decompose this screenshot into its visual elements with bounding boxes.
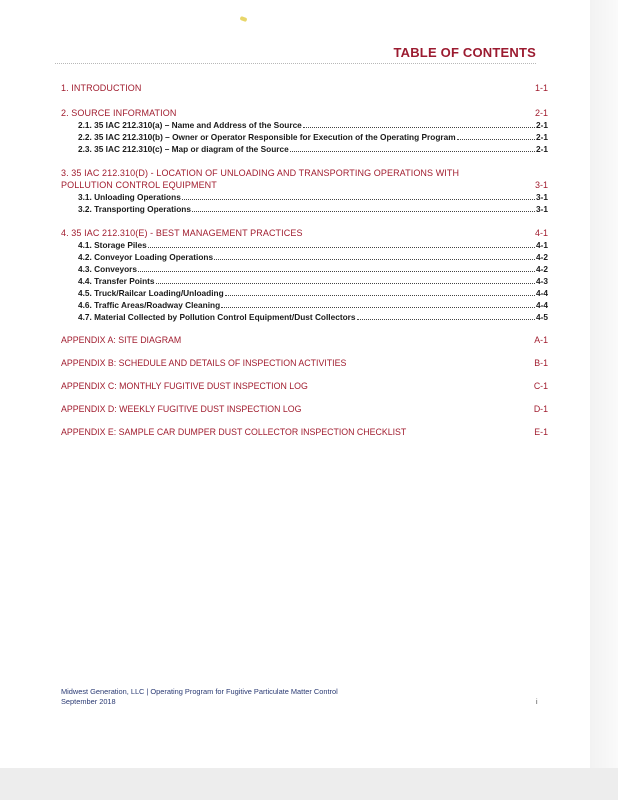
toc-entry-label: APPENDIX D: WEEKLY FUGITIVE DUST INSPECTION LOG [61,404,302,414]
toc-subentry-3-1[interactable] [61,191,548,203]
toc-subentry-2-2[interactable] [61,131,548,143]
toc-entry-label: 4. 35 IAC 212.310(E) - BEST MANAGEMENT PRACTICES [61,228,303,238]
toc-entry-label: 3.1. Unloading Operations [78,192,181,202]
toc-entry-label: 4.3. Conveyors [78,264,138,274]
toc-appendix-d[interactable] [61,403,548,415]
scan-artifact [240,16,248,22]
leader-dots [138,271,535,272]
toc-entry-page: 2-1 [534,108,548,118]
toc-entry-page: 2-1 [536,144,548,154]
toc-subentry-2-3[interactable] [61,143,548,155]
toc-entry-page: 4-1 [536,240,548,250]
toc-entry-source-information[interactable] [61,107,548,119]
leader-dots [221,307,535,308]
toc-entry-page: 4-5 [536,312,548,322]
leader-dots [303,127,535,128]
table-of-contents [61,80,548,438]
toc-subentry-4-7[interactable] [61,311,548,323]
toc-appendix-b[interactable] [61,357,548,369]
toc-subentry-4-2[interactable] [61,251,548,263]
toc-entry-page: A-1 [534,335,548,345]
document-page [8,0,590,768]
toc-entry-label: 4.4. Transfer Points [78,276,155,286]
toc-appendix-c[interactable] [61,380,548,392]
footer-company-line: Midwest Generation, LLC | Operating Program for Fugitive Particulate Matter Control [61,687,338,696]
toc-entry-label: 1. INTRODUCTION [61,83,142,93]
toc-entry-page: 3-1 [534,180,548,190]
toc-entry-page: 4-3 [536,276,548,286]
toc-entry-label: 4.1. Storage Piles [78,240,147,250]
toc-entry-page: E-1 [534,427,548,437]
leader-dots [225,295,535,296]
toc-subentry-3-2[interactable] [61,203,548,215]
toc-entry-label: 2.2. 35 IAC 212.310(b) – Owner or Operator Responsible for Execution of the Operating Program [78,132,456,142]
scan-edge-shadow [590,0,618,768]
title-divider [55,63,536,64]
toc-subentry-4-6[interactable] [61,299,548,311]
toc-entry-page: 4-4 [536,288,548,298]
toc-entry-unloading-transporting[interactable] [61,167,548,191]
toc-entry-page: 1-1 [534,83,548,93]
toc-entry-page: 4-4 [536,300,548,310]
toc-entry-label: 2.3. 35 IAC 212.310(c) – Map or diagram of the Source [78,144,289,154]
footer-date: September 2018 [61,697,116,706]
toc-entry-page: 2-1 [536,120,548,130]
scan-bottom-margin [0,768,618,800]
toc-entry-label: APPENDIX C: MONTHLY FUGITIVE DUST INSPECTION LOG [61,381,308,391]
toc-entry-label: 4.7. Material Collected by Pollution Control Equipment/Dust Collectors [78,312,356,322]
toc-entry-label: APPENDIX E: SAMPLE CAR DUMPER DUST COLLECTOR INSPECTION CHECKLIST [61,427,407,437]
toc-appendix-e[interactable] [61,426,548,438]
leader-dots [156,283,535,284]
toc-entry-page: 2-1 [536,132,548,142]
toc-entry-page: 3-1 [536,192,548,202]
leader-dots [192,211,535,212]
toc-entry-page: 4-2 [536,252,548,262]
toc-subentry-4-1[interactable] [61,239,548,251]
page-title: TABLE OF CONTENTS [393,45,536,60]
toc-entry-label: APPENDIX A: SITE DIAGRAM [61,335,182,345]
leader-dots [148,247,535,248]
toc-entry-label: 2.1. 35 IAC 212.310(a) – Name and Address of the Source [78,120,302,130]
toc-subentry-2-1[interactable] [61,119,548,131]
toc-entry-label: APPENDIX B: SCHEDULE AND DETAILS OF INSPECTION ACTIVITIES [61,358,347,368]
toc-entry-page: 4-1 [534,228,548,238]
footer-page-number: i [536,699,538,706]
toc-entry-label: 4.6. Traffic Areas/Roadway Cleaning [78,300,221,310]
toc-entry-label: 3.2. Transporting Operations [78,204,191,214]
toc-subentry-4-4[interactable] [61,275,548,287]
leader-dots [290,151,535,152]
page-footer [61,687,338,707]
toc-entry-page: 3-1 [536,204,548,214]
toc-entry-page: 4-2 [536,264,548,274]
toc-appendix-a[interactable] [61,334,548,346]
toc-entry-page: B-1 [534,358,548,368]
leader-dots [182,199,535,200]
toc-subentry-4-5[interactable] [61,287,548,299]
leader-dots [457,139,535,140]
toc-entry-label: 3. 35 IAC 212.310(D) - LOCATION OF UNLOADING AND TRANSPORTING OPERATIONS WITH POLLUTION CONTROL EQUIPMENT [61,168,460,190]
leader-dots [357,319,535,320]
toc-entry-page: C-1 [533,381,548,391]
toc-entry-label: 4.2. Conveyor Loading Operations [78,252,214,262]
toc-entry-page: D-1 [533,404,548,414]
leader-dots [214,259,535,260]
toc-entry-label: 2. SOURCE INFORMATION [61,108,177,118]
toc-entry-introduction[interactable] [61,82,548,94]
toc-entry-label: 4.5. Truck/Railcar Loading/Unloading [78,288,224,298]
toc-subentry-4-3[interactable] [61,263,548,275]
toc-entry-best-management-practices[interactable] [61,227,548,239]
